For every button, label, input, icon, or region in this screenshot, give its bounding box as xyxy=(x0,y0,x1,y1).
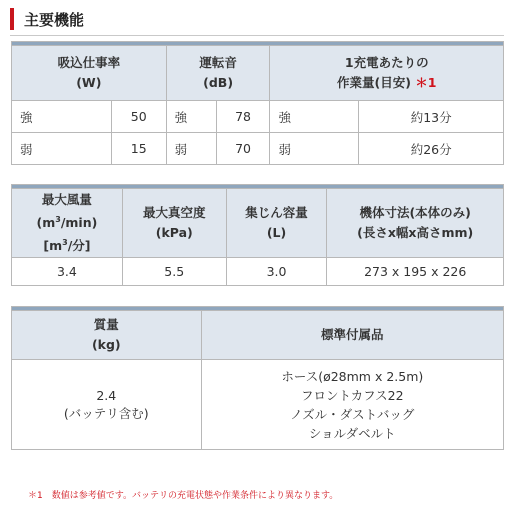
header-unit: (L) xyxy=(266,225,287,241)
section-title: 主要機能 xyxy=(24,11,85,29)
table-row xyxy=(12,258,504,286)
header-label: 標準付属品 xyxy=(321,327,384,342)
header-noise xyxy=(166,46,270,101)
runtime-value: 約26分 xyxy=(359,133,504,165)
table-row xyxy=(12,133,504,165)
capacity-value: 3.0 xyxy=(226,258,327,286)
spec-table-performance xyxy=(11,41,504,165)
table-header-row xyxy=(12,46,504,101)
section-header xyxy=(10,8,504,30)
accessories-cell xyxy=(201,360,503,450)
header-label: 吸込仕事率 xyxy=(57,55,121,70)
header-unit: (長さx幅x高さmm) xyxy=(357,225,474,241)
weight-cell xyxy=(12,360,202,450)
mode-cell: 弱 xyxy=(12,133,112,165)
weight-note: (バッテリ含む) xyxy=(63,405,149,421)
header-max-vacuum xyxy=(122,189,226,258)
mode-cell: 弱 xyxy=(166,133,216,165)
noise-value: 78 xyxy=(216,101,270,133)
header-label: 最大風量 xyxy=(41,192,92,207)
header-label: 機体寸法(本体のみ) xyxy=(359,205,471,221)
suction-value: 15 xyxy=(111,133,166,165)
noise-value: 70 xyxy=(216,133,270,165)
header-unit: (kPa) xyxy=(155,225,193,241)
vacuum-value: 5.5 xyxy=(122,258,226,286)
header-dust-capacity xyxy=(226,189,327,258)
unit-part: (m xyxy=(36,215,56,231)
mode-cell: 弱 xyxy=(270,133,359,165)
header-unit: (dB) xyxy=(203,75,234,90)
title-divider xyxy=(10,35,504,36)
unit-exponent: 3 xyxy=(55,215,61,224)
table-row xyxy=(12,360,504,450)
header-label: 質量 xyxy=(93,317,119,332)
accessory-item: ノズル・ダストバッグ xyxy=(290,406,415,422)
header-label: 運転音 xyxy=(199,55,237,70)
footnote: ＊1 数値は参考値です。バッテリの充電状態や作業条件により異なります。 xyxy=(28,491,339,501)
runtime-value: 約13分 xyxy=(359,101,504,133)
header-standard-accessories xyxy=(201,311,503,360)
header-unit: (kg) xyxy=(91,337,121,352)
header-label: 集じん容量 xyxy=(245,205,308,221)
unit-part: [m xyxy=(43,238,63,254)
header-max-airflow xyxy=(12,189,123,258)
table-header-row xyxy=(12,189,504,258)
header-label: 作業量(目安) xyxy=(336,75,411,90)
suction-value: 50 xyxy=(111,101,166,133)
unit-part: /分] xyxy=(67,238,91,254)
unit-exponent: 3 xyxy=(62,238,68,248)
table-header-row xyxy=(12,311,504,360)
spec-table-dimensions xyxy=(11,184,504,286)
mode-cell: 強 xyxy=(166,101,216,133)
accessory-item: ショルダベルト xyxy=(308,425,396,441)
header-weight xyxy=(12,311,202,360)
header-body-dimensions xyxy=(327,189,504,258)
header-label: 最大真空度 xyxy=(142,205,206,221)
table-row xyxy=(12,101,504,133)
accessory-item: フロントカフス22 xyxy=(301,387,404,403)
accessory-item: ホース(ø28mm x 2.5m) xyxy=(281,368,424,384)
header-suction-power xyxy=(12,46,167,101)
header-unit-alt xyxy=(13,233,121,256)
header-unit xyxy=(13,210,121,233)
title-accent-bar xyxy=(10,8,14,30)
spec-table-weight-accessories xyxy=(11,306,504,450)
header-label-line2 xyxy=(271,73,502,93)
header-work-per-charge xyxy=(270,46,504,101)
dimensions-value: 273 x 195 x 226 xyxy=(327,258,504,286)
mode-cell: 強 xyxy=(12,101,112,133)
header-label: 1充電あたりの xyxy=(344,55,429,70)
weight-value: 2.4 xyxy=(96,387,117,403)
footnote-mark: ＊1 xyxy=(415,75,437,90)
header-unit: (W) xyxy=(76,75,102,90)
mode-cell: 強 xyxy=(270,101,359,133)
unit-part: /min) xyxy=(60,215,98,231)
airflow-value: 3.4 xyxy=(12,258,123,286)
